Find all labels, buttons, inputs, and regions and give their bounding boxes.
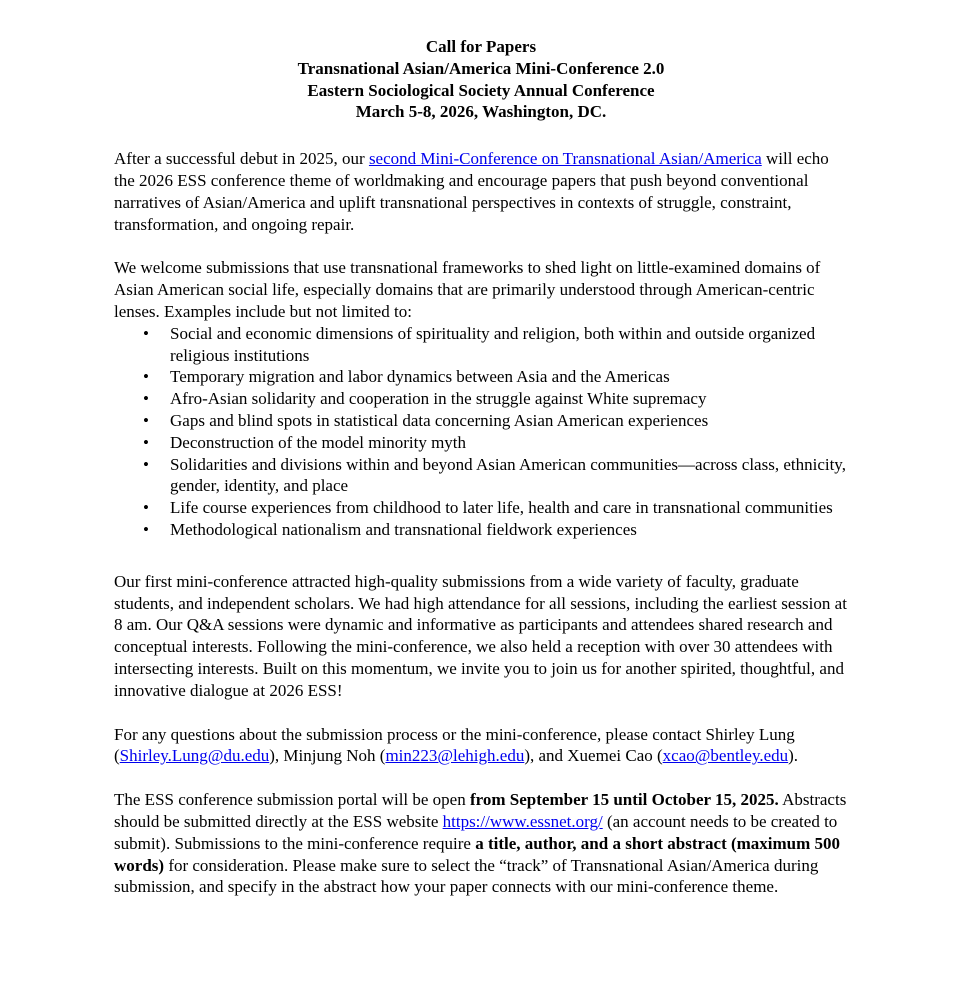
list-item — [114, 432, 848, 454]
bullet-text: Life course experiences from childhood to later life, health and care in transnational communities — [170, 498, 833, 518]
text-run: After a successful debut in 2025, our — [114, 149, 369, 169]
bullet-text: Afro-Asian solidarity and cooperation in the struggle against White supremacy — [170, 389, 707, 409]
text-run: (an account needs to be created to submit). Submissions to the mini-conference require — [114, 811, 838, 853]
text-run: For any questions about the submission process or the mini-conference, please contact Shirley Lung ( — [114, 724, 795, 766]
bullet-text: Social and economic dimensions of spirituality and religion, both within and outside organized religious institutions — [170, 323, 816, 365]
list-item — [114, 388, 848, 410]
list-item — [114, 410, 848, 432]
paragraph-welcome — [114, 257, 848, 322]
list-item — [114, 366, 848, 388]
document-header — [114, 36, 848, 123]
doc-title-conference-name: Transnational Asian/America Mini-Conference 2.0 — [297, 58, 665, 78]
bullet-text: Deconstruction of the model minority myth — [170, 432, 467, 452]
bullet-text: Methodological nationalism and transnational fieldwork experiences — [170, 519, 637, 539]
text-run: Abstracts should be submitted directly at the ESS website — [114, 790, 847, 831]
text-run: ), Minjung Noh ( — [269, 746, 386, 766]
paragraph-recap — [114, 571, 848, 702]
doc-title-society-name: Eastern Sociological Society Annual Conference — [307, 80, 655, 100]
email-link-minjung-noh[interactable]: min223@lehigh.edu — [385, 746, 525, 766]
doc-title-call-for-papers: Call for Papers — [425, 37, 537, 56]
list-item — [114, 497, 848, 519]
text-run: ), and Xuemei Cao ( — [524, 746, 663, 766]
paragraph-contact — [114, 724, 848, 768]
text-run: for consideration. Please make sure to select the “track” of Transnational Asian/America during submission, and specify in the abstract how your paper connects with our mini-conference theme. — [114, 855, 819, 897]
text-run: The ESS conference submission portal will be open — [114, 790, 470, 810]
text-run: will echo the 2026 ESS conference theme of worldmaking and encourage papers that push beyond conventional narratives of Asian/America and uplift transnational perspectives in contexts of struggle, constraint, transformation, and ongoing repair. — [114, 149, 829, 234]
list-item — [114, 454, 848, 498]
submission-requirements-text: a title, author, and a short abstract (maximum 500 words) — [114, 833, 841, 875]
bullet-text: Gaps and blind spots in statistical data concerning Asian American experiences — [170, 410, 709, 430]
text-run: Our first mini-conference attracted high-quality submissions from a wide variety of faculty, graduate students, and independent scholars. We had high attendance for all sessions, including the earliest session at 8 am. Our Q&A sessions were dynamic and informative as participants and attendees shared research and conceptual interests. Following the mini-conference, we also held a reception with over 30 attendees with intersecting interests. Built on this momentum, we invite you to join us for another spirited, thoughtful, and innovative dialogue at 2026 ESS! — [114, 571, 847, 700]
doc-title-date-location: March 5-8, 2026, Washington, DC. — [355, 102, 607, 122]
text-run: We welcome submissions that use transnational frameworks to shed light on little-examined domains of Asian American social life, especially domains that are primarily understood through American-centric lenses. Examples include but not limited to: — [114, 258, 821, 321]
email-link-shirley-lung[interactable]: Shirley.Lung@du.edu — [119, 746, 270, 766]
paragraph-submission-info — [114, 789, 848, 898]
submission-window-text: from September 15 until October 15, 2025. — [469, 790, 779, 810]
essnet-website-link[interactable]: https://www.essnet.org/ — [442, 811, 603, 831]
mini-conference-link[interactable]: second Mini-Conference on Transnational Asian/America — [368, 149, 762, 169]
bullet-text: Solidarities and divisions within and beyond Asian American communities—across class, ethnicity, gender, identity, and place — [170, 454, 846, 496]
paragraph-intro — [114, 148, 848, 235]
list-item — [114, 323, 848, 367]
bullet-text: Temporary migration and labor dynamics between Asia and the Americas — [170, 367, 670, 387]
topics-list — [114, 323, 848, 541]
email-link-xuemei-cao[interactable]: xcao@bentley.edu — [662, 746, 789, 766]
list-item — [114, 519, 848, 541]
text-run: ). — [788, 746, 799, 766]
